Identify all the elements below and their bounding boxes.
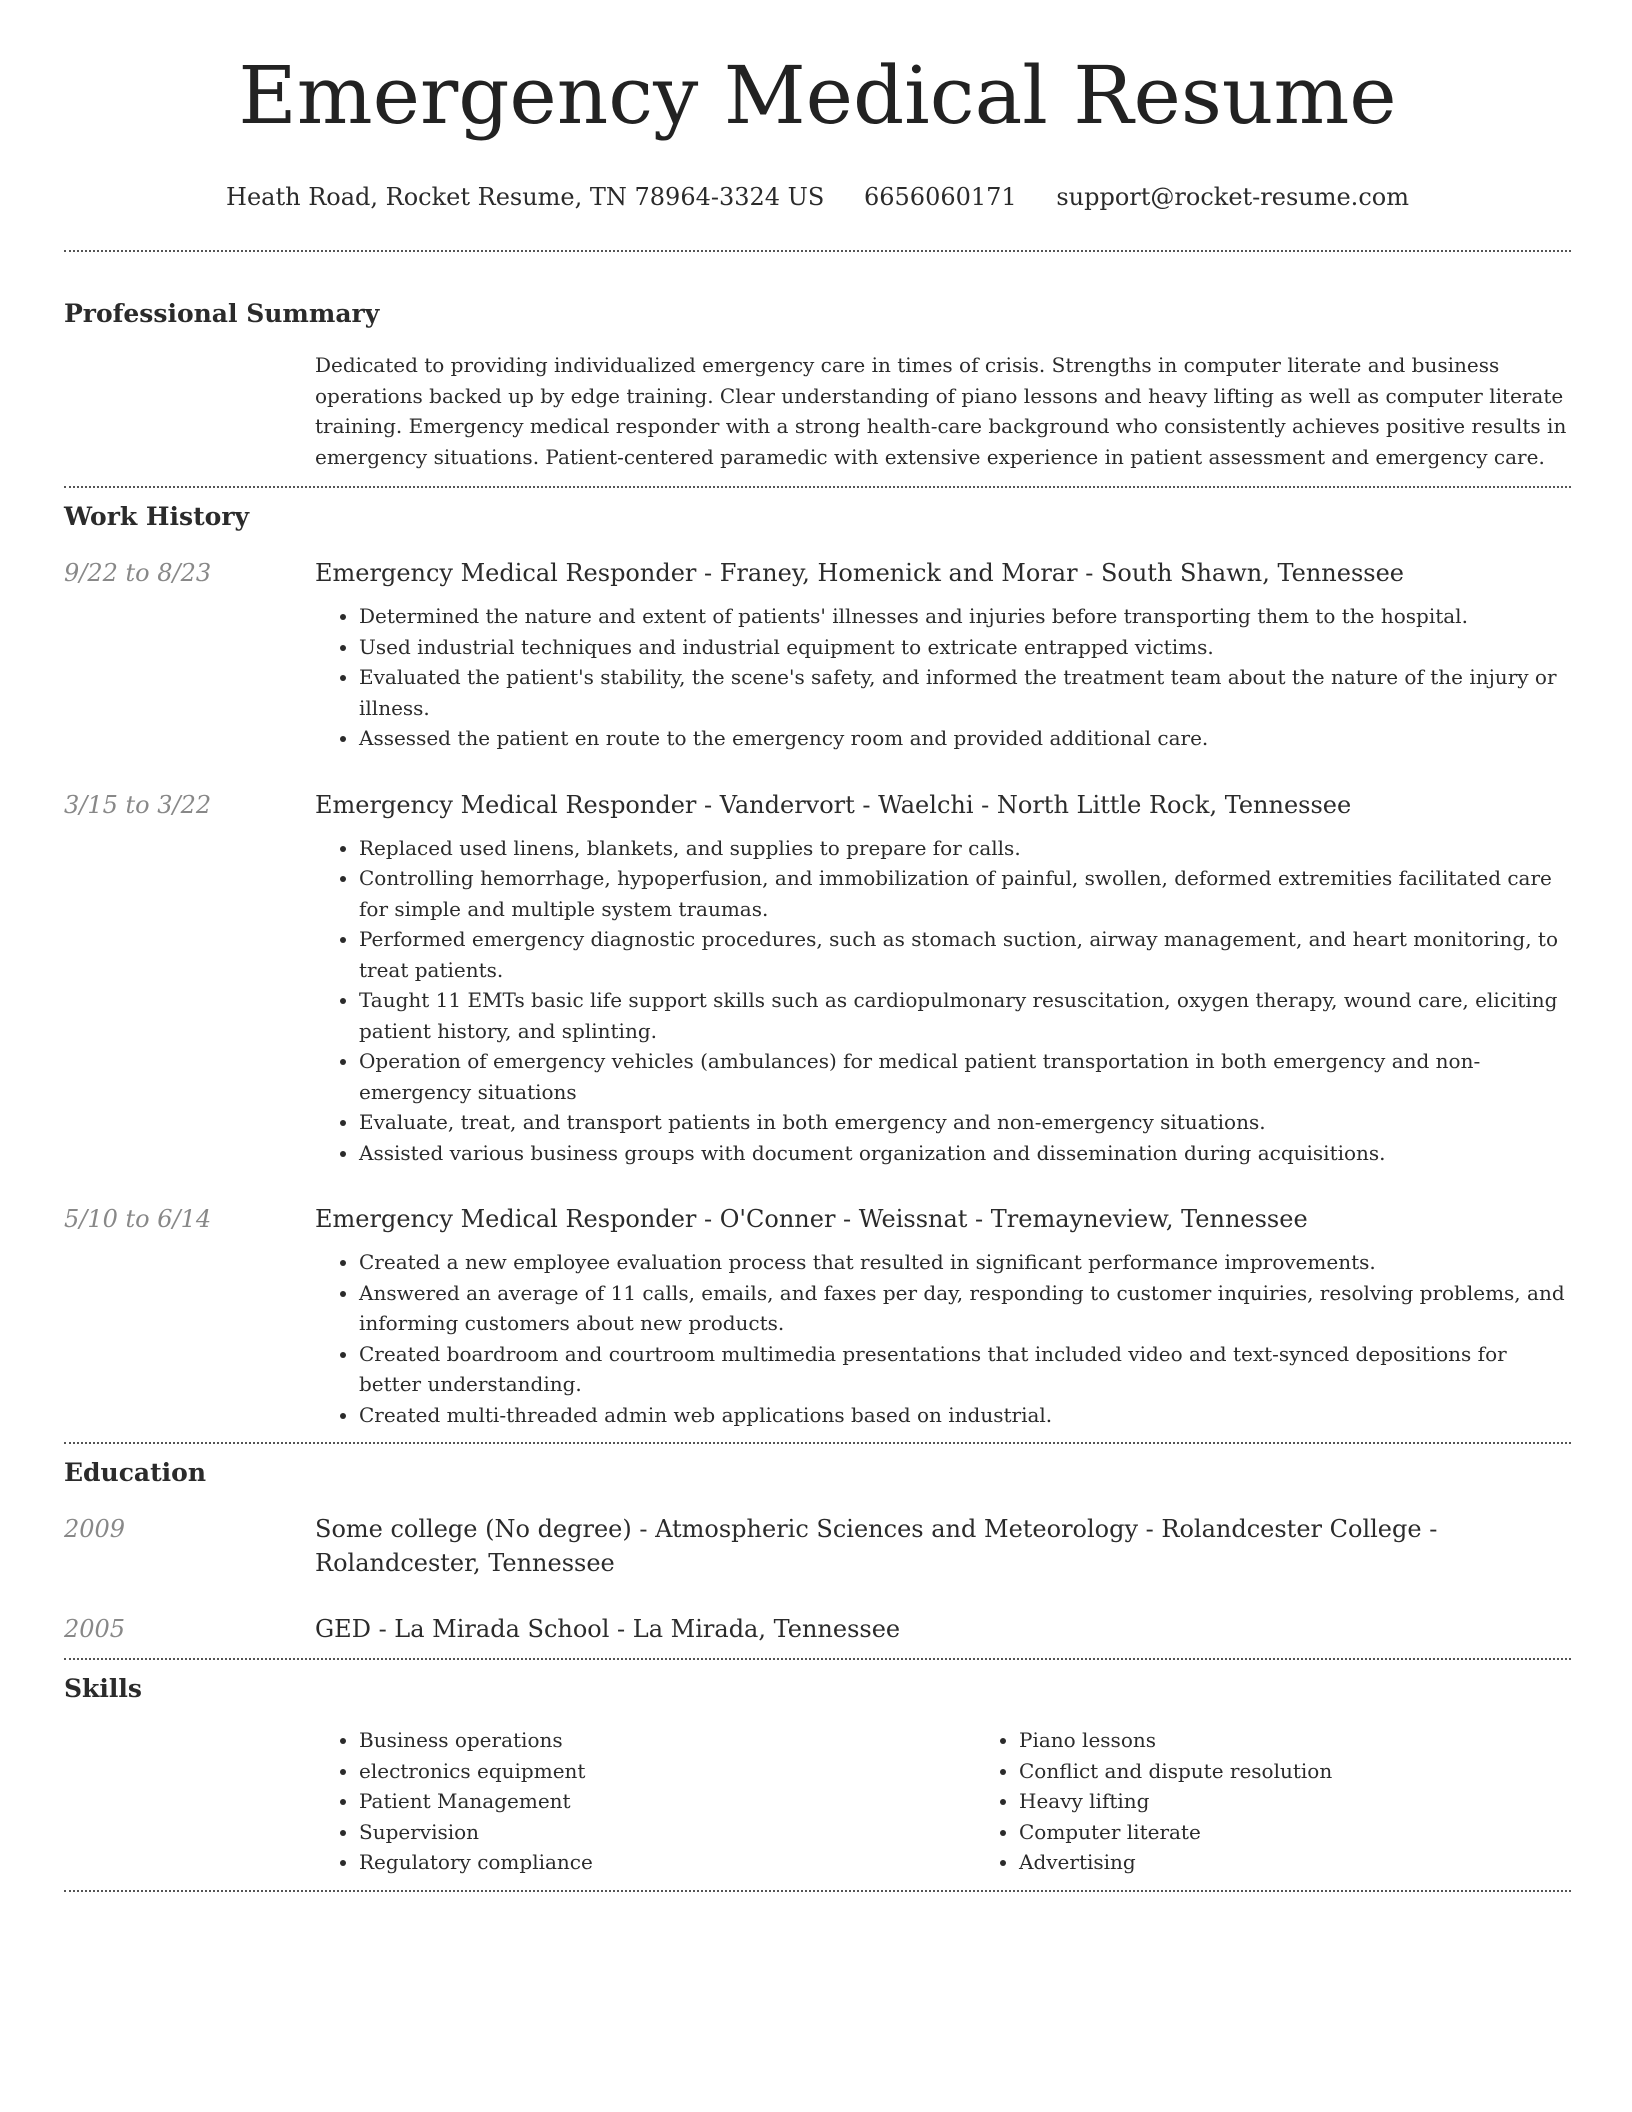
- skill-item: • Conflict and dispute resolution: [1019, 1756, 1571, 1787]
- skill-item: • Piano lessons: [1019, 1725, 1571, 1756]
- education-entry: [64, 1612, 1571, 1646]
- work-history-heading: Work History: [64, 502, 250, 531]
- job-dates: 5/10 to 6/14: [64, 1205, 212, 1233]
- list-item: • Taught 11 EMTs basic life support skills such as cardiopulmonary resuscitation, oxygen therapy, wound care, eliciting patient history, and splinting.: [359, 985, 1571, 1046]
- summary-spacer: [64, 350, 315, 472]
- divider: [64, 1658, 1571, 1660]
- job-heading: Emergency Medical Responder - Vandervort - Waelchi - North Little Rock, Tennessee: [315, 790, 1352, 819]
- skill-item: • Computer literate: [1019, 1817, 1571, 1848]
- education-section: [64, 1457, 1571, 1646]
- skills-list-right: [975, 1725, 1571, 1878]
- contact-line: [64, 177, 1571, 217]
- divider: [64, 1442, 1571, 1444]
- skill-item: • Advertising: [1019, 1847, 1571, 1878]
- education-text: Some college (No degree) - Atmospheric Sciences and Meteorology - Rolandcester College - Rolandcester, Tennessee: [315, 1515, 1438, 1577]
- list-item: • Created a new employee evaluation process that resulted in significant performance improvements.: [359, 1247, 1571, 1278]
- job-bullets: [315, 1247, 1571, 1430]
- skills-spacer: [64, 1725, 315, 1878]
- list-item: • Evaluate, treat, and transport patients in both emergency and non-emergency situations.: [359, 1107, 1571, 1138]
- job-bullets: [315, 833, 1571, 1169]
- contact-email: support@rocket-resume.com: [1056, 183, 1409, 211]
- summary-section: [64, 298, 1571, 472]
- education-text: GED - La Mirada School - La Mirada, Tennessee: [315, 1615, 901, 1643]
- list-item: • Assessed the patient en route to the emergency room and provided additional care.: [359, 723, 1571, 754]
- job-heading: Emergency Medical Responder - Franey, Homenick and Morar - South Shawn, Tennessee: [315, 559, 1404, 587]
- list-item: • Determined the nature and extent of patients' illnesses and injuries before transporting them to the hospital.: [359, 601, 1571, 632]
- skills-section: [64, 1673, 1571, 1878]
- list-item: • Assisted various business groups with document organization and dissemination during acquisitions.: [359, 1138, 1571, 1169]
- education-year: 2005: [64, 1615, 126, 1643]
- job-entry: [64, 556, 1571, 754]
- divider: [64, 1890, 1571, 1892]
- skill-item: • Regulatory compliance: [359, 1847, 975, 1878]
- job-dates: 9/22 to 8/23: [64, 559, 212, 587]
- skill-item: • electronics equipment: [359, 1756, 975, 1787]
- skills-list-left: [315, 1725, 975, 1878]
- list-item: • Created boardroom and courtroom multimedia presentations that included video and text-synced depositions for better understanding.: [359, 1339, 1571, 1400]
- list-item: • Performed emergency diagnostic procedures, such as stomach suction, airway management, and heart monitoring, to treat patients.: [359, 924, 1571, 985]
- list-item: • Answered an average of 11 calls, emails, and faxes per day, responding to customer inquiries, resolving problems, and informing customers about new products.: [359, 1278, 1571, 1339]
- job-heading: Emergency Medical Responder - O'Conner - Weissnat - Tremayneview, Tennessee: [315, 1205, 1308, 1233]
- education-year: 2009: [64, 1515, 126, 1543]
- job-entry: [64, 788, 1571, 1169]
- skill-item: • Heavy lifting: [1019, 1786, 1571, 1817]
- skill-item: • Supervision: [359, 1817, 975, 1848]
- list-item: • Controlling hemorrhage, hypoperfusion, and immobilization of painful, swollen, deformed extremities facilitated care for simple and multiple system traumas.: [359, 863, 1571, 924]
- list-item: • Replaced used linens, blankets, and supplies to prepare for calls.: [359, 833, 1571, 864]
- skills-heading: Skills: [64, 1674, 142, 1703]
- divider: [64, 486, 1571, 488]
- job-entry: [64, 1202, 1571, 1430]
- contact-address: Heath Road, Rocket Resume, TN 78964-3324 US: [226, 183, 825, 211]
- education-heading: Education: [64, 1458, 207, 1487]
- summary-text: Dedicated to providing individualized emergency care in times of crisis. Strengths in computer literate and business operations backed up by edge training. Clear understanding of piano lessons and heavy lifting as well as computer literate training. Emergency medical responder with a strong health-care background who consistently achieves positive results in emergency situations. Patient-centered paramedic with extensive experience in patient assessment and emergency care.: [315, 353, 1567, 469]
- list-item: • Used industrial techniques and industrial equipment to extricate entrapped victims.: [359, 632, 1571, 663]
- work-history-section: [64, 501, 1571, 1430]
- job-dates: 3/15 to 3/22: [64, 790, 212, 819]
- resume-page: [64, 0, 1571, 1892]
- summary-heading: Professional Summary: [64, 299, 380, 328]
- job-bullets: [315, 601, 1571, 754]
- skill-item: • Business operations: [359, 1725, 975, 1756]
- resume-title: Emergency Medical Resume: [238, 49, 1397, 142]
- list-item: • Created multi-threaded admin web applications based on industrial.: [359, 1400, 1571, 1431]
- skill-item: • Patient Management: [359, 1786, 975, 1817]
- list-item: • Evaluated the patient's stability, the scene's safety, and informed the treatment team about the nature of the injury or illness.: [359, 662, 1571, 723]
- education-entry: [64, 1512, 1571, 1580]
- list-item: • Operation of emergency vehicles (ambulances) for medical patient transportation in both emergency and non-emergency situations: [359, 1046, 1571, 1107]
- contact-phone: 6656060171: [864, 183, 1017, 211]
- divider: [64, 250, 1571, 252]
